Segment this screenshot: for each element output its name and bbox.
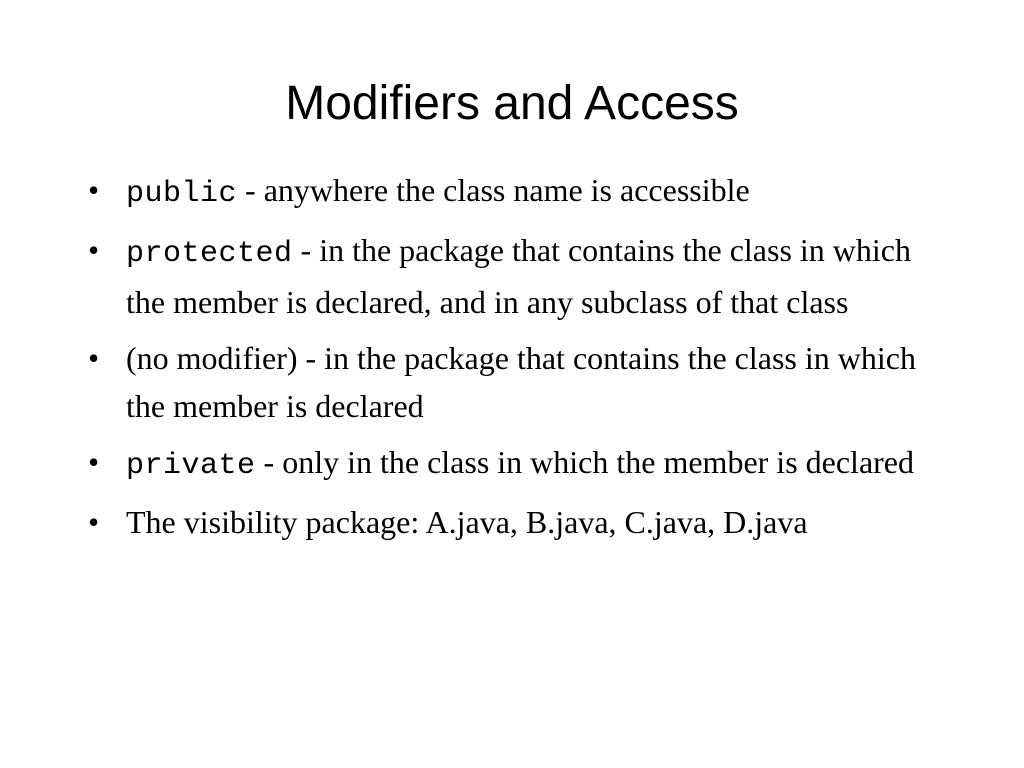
bullet-text: - anywhere the class name is accessible [237,172,750,208]
bullet-glyph: • [88,444,100,480]
bullet-item-visibility-package [88,498,948,546]
bullet-glyph: • [88,504,100,540]
modifier-keyword: protected [126,237,293,271]
bullet-item-public [88,166,948,218]
bullet-item-protected [88,226,948,326]
bullet-text: (no modifier) - in the package that contains the class in which the member is declared [126,340,916,424]
bullet-text: - in the package that contains the class in which the member is declared, and in any subclass of that class [126,232,911,320]
bullet-item-no-modifier [88,334,948,430]
bullet-glyph: • [88,340,100,376]
bullet-item-private [88,438,948,490]
modifier-keyword: private [126,449,256,483]
modifier-keyword: public [126,177,238,211]
bullet-list [88,166,948,554]
bullet-text: The visibility package: A.java, B.java, C.java, D.java [126,504,808,540]
bullet-text: - only in the class in which the member is declared [255,444,914,480]
slide-title: Modifiers and Access [285,77,739,130]
bullet-glyph: • [88,172,100,208]
bullet-glyph: • [88,232,100,268]
